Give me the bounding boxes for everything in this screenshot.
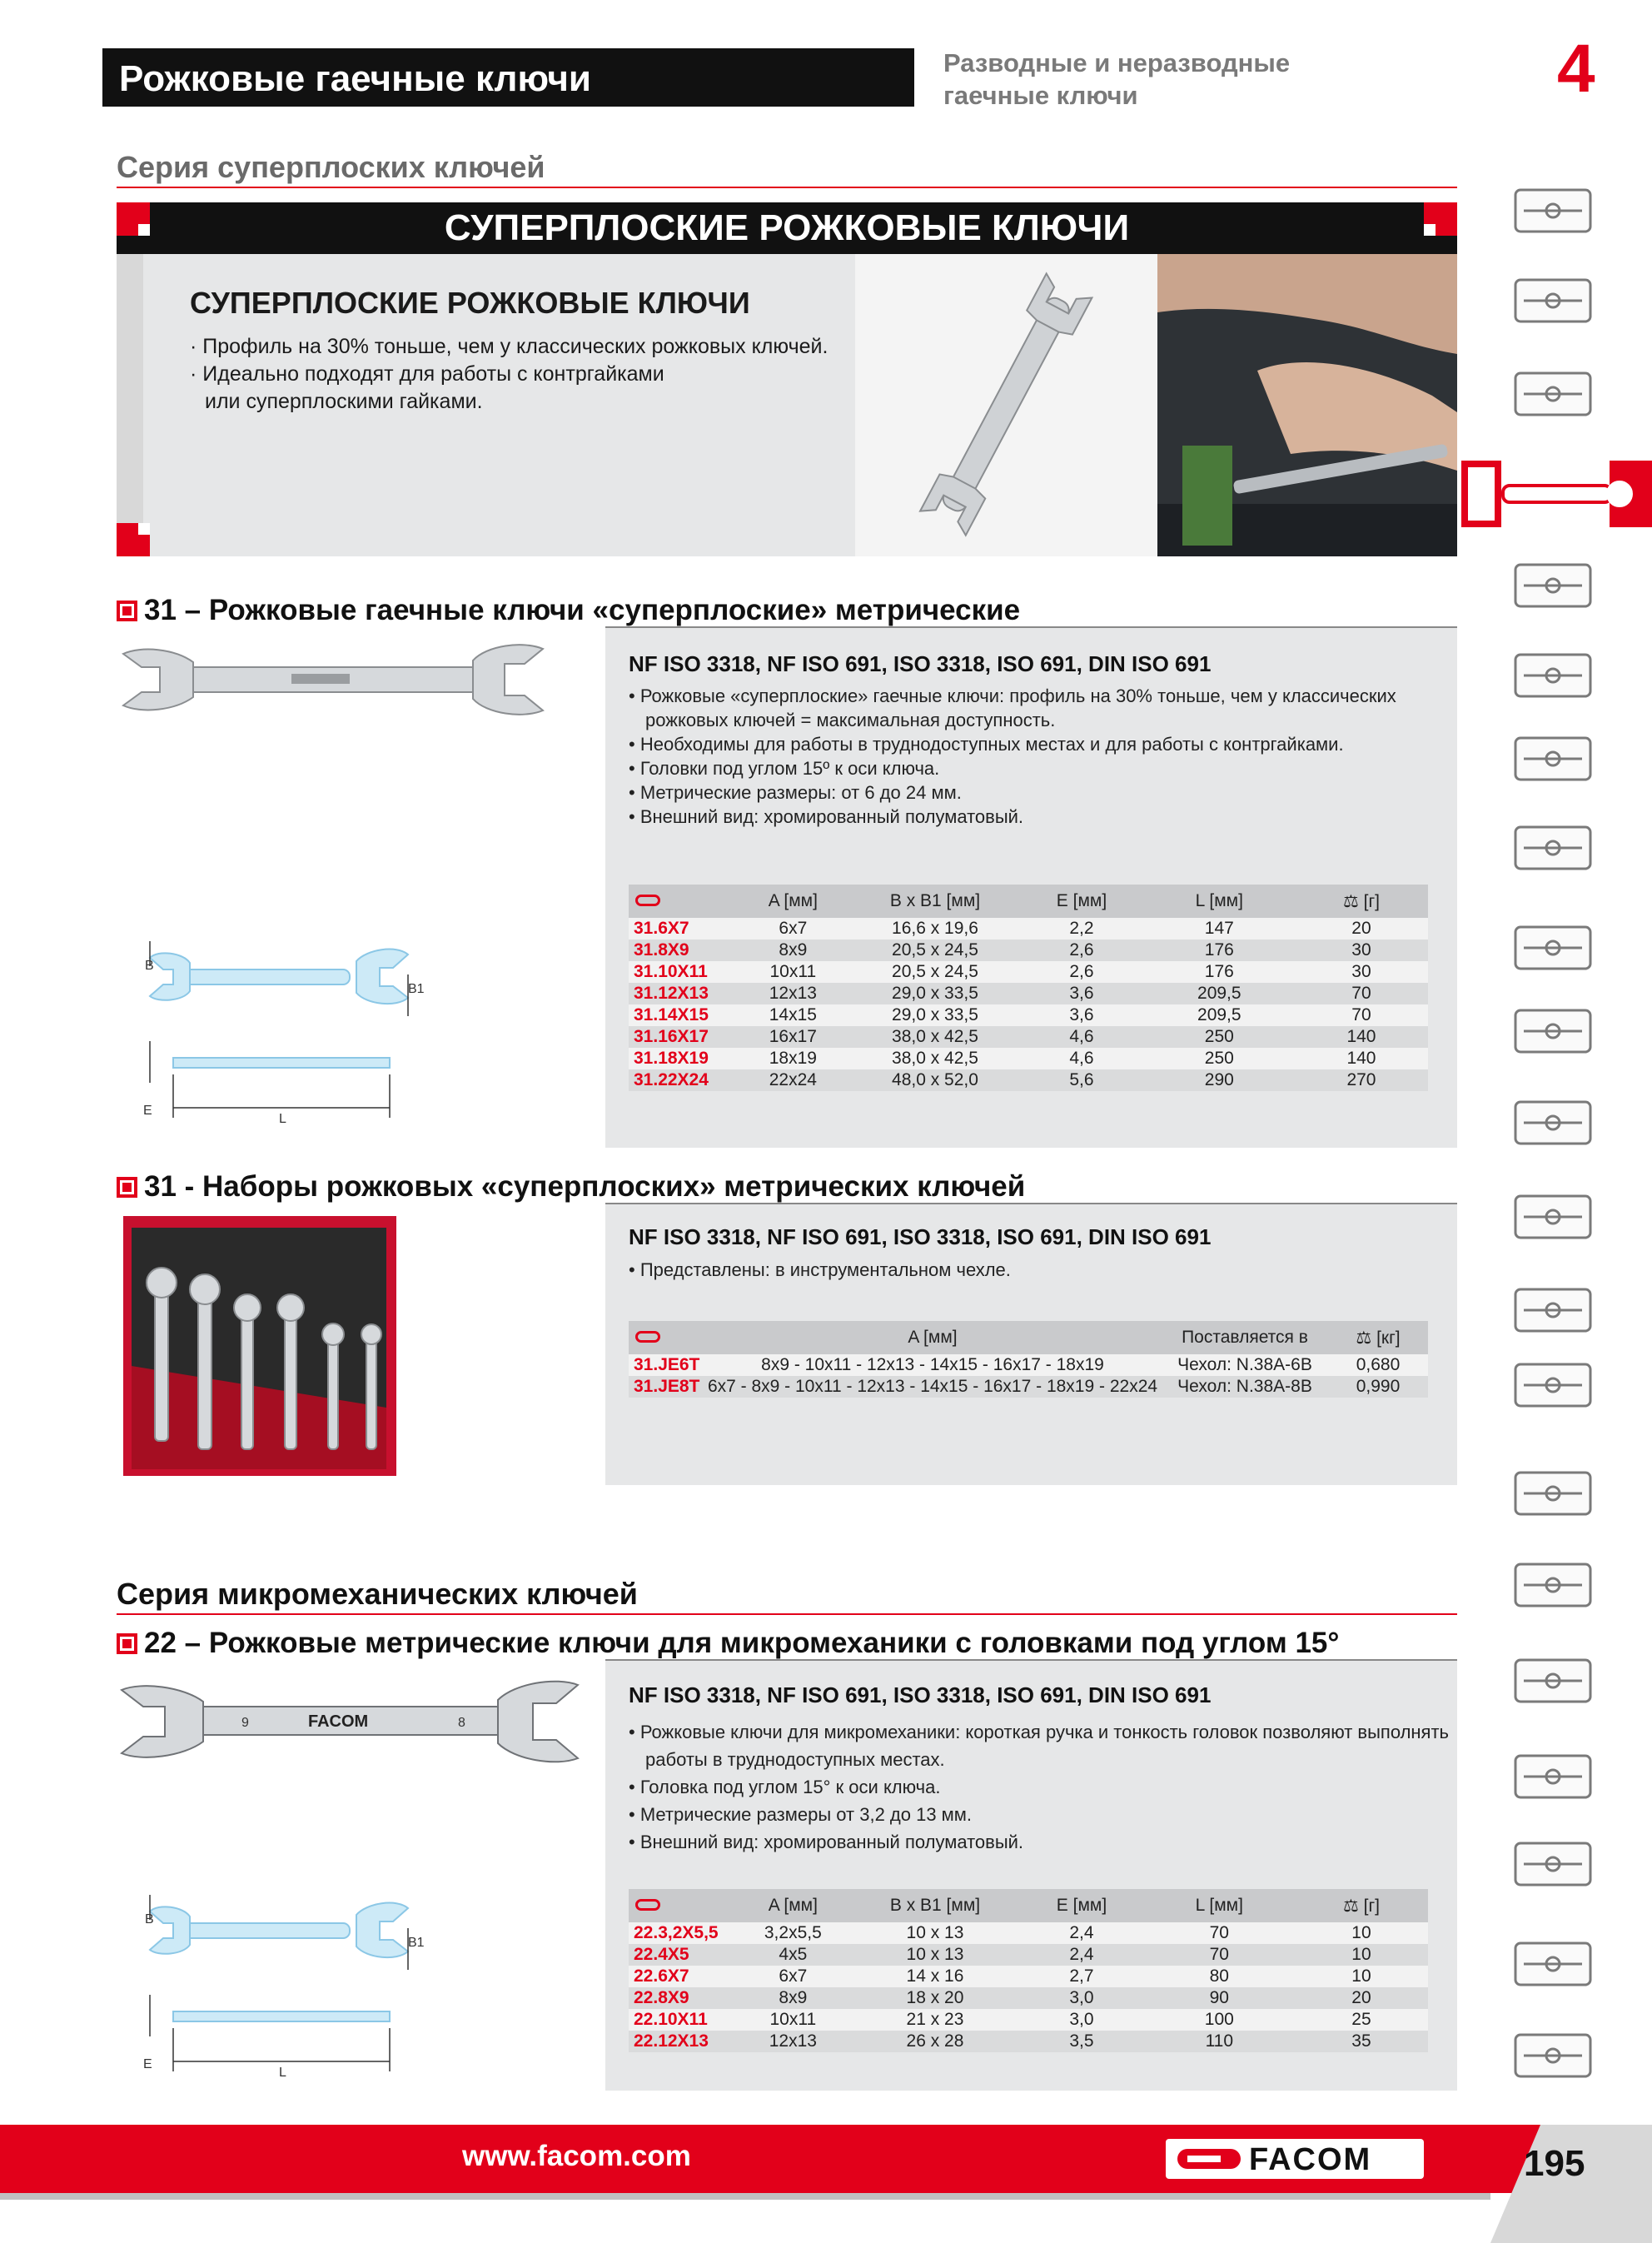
part-number: 22.4X5 [629,1944,735,1966]
table-cell: 12x13 [735,983,851,1004]
car-icon[interactable] [1499,1828,1607,1899]
product-photo-31-sets [123,1216,396,1476]
table-cell: 18x19 [735,1048,851,1069]
table-row [629,918,1428,940]
table-cell: 10 [1295,1966,1428,1987]
table-cell: 2,4 [1019,1944,1143,1966]
table-cell: 90 [1144,1987,1295,2009]
description-31: • Рожковые «суперплоские» гаечные ключи: профиль на 30% тоньше, чем у классических рожковых ключей = максимальная доступность. • Необходимы для работы в труднодоступных местах и для работы с контргайками. • Головки под углом 15º к оси ключа. • Метрические размеры: от 6 до 24 мм. • Внешний вид: хромированный полуматовый. [629,685,1396,827]
table-cell: 20 [1295,1987,1428,2009]
page-number: 195 [1524,2143,1585,2184]
table-cell: 3,5 [1019,2031,1143,2052]
table-cell: 6x7 [735,918,851,940]
chapter-number: 4 [1557,31,1595,107]
table-row [629,1069,1428,1091]
product-photo-31 [117,637,550,720]
facom-logo-icon [635,1331,660,1343]
spec-table-31 [629,885,1428,1091]
square-bullet-icon [117,1177,137,1198]
header-bar [102,48,914,107]
table-cell: 8x9 [735,940,851,961]
square-bullet-icon [117,601,137,621]
table-cell: 140 [1295,1026,1428,1048]
table-cell: 6x7 [735,1966,851,1987]
table-cell: 270 [1295,1069,1428,1091]
table-cell: 10 [1295,1944,1428,1966]
svg-text:E: E [143,2057,152,2071]
part-number: 31.22X24 [629,1069,735,1091]
spec-table-22 [629,1889,1428,2052]
circuit-breaker-icon[interactable] [1499,1645,1607,1716]
table-cell: 4x5 [735,1944,851,1966]
table-cell: 70 [1295,1004,1428,1026]
handle-icon[interactable] [1499,1741,1607,1812]
part-number: 22.3,2X5,5 [629,1922,735,1944]
table-header-row: A [мм] Поставляется в ⚖ [кг] [629,1321,1428,1354]
table-cell: 21 x 23 [851,2009,1020,2031]
series-divider [117,1613,1457,1615]
part-number: 31.10X11 [629,961,735,983]
standards-31: NF ISO 3318, NF ISO 691, ISO 3318, ISO 691, DIN ISO 691 [629,651,1212,676]
table-cell: 0,680 [1328,1354,1428,1376]
table-cell: 20 [1295,918,1428,940]
product-photo-22 [117,1678,583,1766]
tool-cabinet-icon[interactable] [1499,265,1607,336]
table-header-row: A [мм] B x B1 [мм] E [мм] L [мм] ⚖ [г] [629,1889,1428,1922]
category-line-2: гаечные ключи [943,81,1138,110]
part-number: 22.6X7 [629,1966,735,1987]
table-cell: 10x11 [735,961,851,983]
table-row [629,1944,1428,1966]
banner-corner-tr [1424,202,1457,236]
svg-text:B: B [145,959,154,973]
table-cell: 8x9 [735,1987,851,2009]
table-cell: 3,6 [1019,1004,1143,1026]
table-cell: 6x7 - 8x9 - 10x11 - 12x13 - 14x15 - 16x17 - 18x19 - 22x24 [704,1376,1162,1398]
standards-31-sets: NF ISO 3318, NF ISO 691, ISO 3318, ISO 691, DIN ISO 691 [629,1224,1212,1249]
table-cell: 2,7 [1019,1966,1143,1987]
table-cell: 30 [1295,940,1428,961]
svg-text:B: B [145,1912,154,1926]
table-cell: 140 [1295,1048,1428,1069]
table-cell: 10 x 13 [851,1944,1020,1966]
table-cell: 16,6 x 19,6 [851,918,1020,940]
table-cell: 20,5 x 24,5 [851,961,1020,983]
part-number: 31.18X19 [629,1048,735,1069]
table-cell: 70 [1144,1922,1295,1944]
table-row [629,1354,1428,1376]
table-cell: 110 [1144,2031,1295,2052]
table-row [629,1376,1428,1398]
table-cell: 290 [1144,1069,1295,1091]
table-row [629,2009,1428,2031]
footer-website-link[interactable]: www.facom.com [462,2140,691,2172]
banner-title-bar [117,202,1457,254]
banner-corner-bl [117,523,150,556]
part-number: 22.10X11 [629,2009,735,2031]
table-row [629,1922,1428,1944]
table-cell: 3,0 [1019,1987,1143,2009]
standards-22: NF ISO 3318, NF ISO 691, ISO 3318, ISO 691, DIN ISO 691 [629,1682,1212,1707]
table-cell: 8x9 - 10x11 - 12x13 - 14x15 - 16x17 - 18x19 [704,1354,1162,1376]
pliers-icon[interactable] [1499,812,1607,883]
description-31-sets: • Представлены: в инструментальном чехле. [629,1259,1011,1280]
table-row [629,1026,1428,1048]
part-number: 31.JE8T [629,1376,704,1398]
part-number: 31.16X17 [629,1026,735,1048]
svg-text:B1: B1 [408,1936,425,1950]
part-number: 31.14X15 [629,1004,735,1026]
table-cell: Чехол: N.38A-8B [1162,1376,1328,1398]
airplane-icon[interactable] [1499,2020,1607,2091]
square-bullet-icon [117,1633,137,1654]
explosion-icon[interactable] [1499,1549,1607,1620]
dimension-diagram-22 [133,1887,433,2078]
table-cell: 18 x 20 [851,1987,1020,2009]
table-cell: 147 [1144,918,1295,940]
banner-corner-tl [117,202,150,236]
table-cell: 70 [1144,1944,1295,1966]
dimension-diagram-31 [133,933,433,1124]
tape-measure-icon[interactable] [1499,912,1607,983]
table-cell: 3,6 [1019,983,1143,1004]
table-cell: 25 [1295,2009,1428,2031]
table-row [629,1987,1428,2009]
facom-logo-icon [1176,2146,1242,2172]
weight-icon: ⚖ [1356,1328,1377,1348]
product-title-31: 31 – Рожковые гаечные ключи «суперплоские» метрические [117,594,1020,627]
table-cell: 38,0 x 42,5 [851,1026,1020,1048]
category-title [943,47,1376,112]
table-cell: 250 [1144,1026,1295,1048]
banner-bullet-1: · Профиль на 30% тоньше, чем у классических рожковых ключей. [190,335,828,358]
table-cell: 176 [1144,940,1295,961]
ratchet-icon[interactable] [1499,640,1607,710]
table-cell: 16x17 [735,1026,851,1048]
table-header-row: A [мм] B x B1 [мм] E [мм] L [мм] ⚖ [г] [629,885,1428,918]
table-row [629,1004,1428,1026]
svg-text:B1: B1 [408,982,425,996]
series-divider [117,187,1457,188]
table-row [629,940,1428,961]
socket-icon[interactable] [1499,550,1607,621]
table-cell: 10 x 13 [851,1922,1020,1944]
table-cell: 48,0 x 52,0 [851,1069,1020,1091]
table-cell: 12x13 [735,2031,851,2052]
weight-icon: ⚖ [1342,891,1364,911]
table-cell: 5,6 [1019,1069,1143,1091]
banner-heading: СУПЕРПЛОСКИЕ РОЖКОВЫЕ КЛЮЧИ [190,286,750,320]
table-cell: 0,990 [1328,1376,1428,1398]
series-title-superflat: Серия суперплоских ключей [117,150,545,184]
table-cell: 2,2 [1019,918,1143,940]
table-cell: 30 [1295,961,1428,983]
product-title-22: 22 – Рожковые метрические ключи для микромеханики с головками под углом 15° [117,1627,1339,1660]
facom-brand-logo: FACOM [1166,2139,1424,2179]
vice-icon[interactable] [1499,1458,1607,1528]
product-title-31-sets: 31 - Наборы рожковых «суперплоских» метрических ключей [117,1170,1025,1204]
hammer-icon[interactable] [1499,995,1607,1066]
table-cell: 22x24 [735,1069,851,1091]
footer-stripe [0,2193,1490,2200]
puller-icon[interactable] [1499,1181,1607,1252]
table-cell: 209,5 [1144,983,1295,1004]
part-number: 31.8X9 [629,940,735,961]
impact-wrench-icon[interactable] [1499,1349,1607,1420]
table-cell: 2,4 [1019,1922,1143,1944]
table-cell: 209,5 [1144,1004,1295,1026]
banner-bullet-2: · Идеально подходят для работы с контргайками [190,362,664,386]
table-cell: 29,0 x 33,5 [851,983,1020,1004]
table-cell: 176 [1144,961,1295,983]
table-cell: 2,6 [1019,940,1143,961]
table-row [629,961,1428,983]
series-title-micro: Серия микромеханических ключей [117,1577,638,1611]
table-cell: 14x15 [735,1004,851,1026]
table-cell: 20,5 x 24,5 [851,940,1020,961]
tool-drawer-icon[interactable] [1499,358,1607,429]
part-number: 22.12X13 [629,2031,735,2052]
svg-text:9: 9 [241,1716,249,1730]
table-cell: 3,2x5,5 [735,1922,851,1944]
table-cell: 3,0 [1019,2009,1143,2031]
table-row [629,2031,1428,2052]
weight-icon: ⚖ [1342,1896,1364,1916]
truck-icon[interactable] [1499,1928,1607,1999]
table-cell: 38,0 x 42,5 [851,1048,1020,1069]
sidebar-item-wrenches-active[interactable] [1461,461,1652,527]
table-cell: 14 x 16 [851,1966,1020,1987]
table-cell: 4,6 [1019,1048,1143,1069]
table-cell: 70 [1295,983,1428,1004]
svg-text:L: L [279,1112,286,1124]
table-cell: 2,6 [1019,961,1143,983]
table-row [629,1048,1428,1069]
part-number: 31.12X13 [629,983,735,1004]
table-cell: 100 [1144,2009,1295,2031]
svg-text:FACOM: FACOM [308,1712,369,1731]
svg-text:8: 8 [458,1716,465,1730]
table-cell: 26 x 28 [851,2031,1020,2052]
facom-logo-icon [635,1899,660,1911]
banner-wrench-photo [855,254,1157,556]
toolbox-icon[interactable] [1499,175,1607,246]
table-cell: 29,0 x 33,5 [851,1004,1020,1026]
spec-table-31-sets [629,1321,1428,1398]
banner-hand-photo [1157,254,1457,556]
part-number: 31.6X7 [629,918,735,940]
meter-icon[interactable] [1499,1274,1607,1345]
page-title: Рожковые гаечные ключи [119,58,591,99]
table-cell: 250 [1144,1048,1295,1069]
table-row [629,983,1428,1004]
table-cell: 10x11 [735,2009,851,2031]
table-cell: 35 [1295,2031,1428,2052]
table-cell: 10 [1295,1922,1428,1944]
part-number: 22.8X9 [629,1987,735,2009]
table-cell: 4,6 [1019,1026,1143,1048]
screwdriver-icon[interactable] [1499,723,1607,794]
description-22: • Рожковые ключи для микромеханики: короткая ручка и тонкость головок позволяют выполнять работы в труднодоступных местах. • Головка под углом 15° к оси ключа. • Метрические размеры от 3,2 до 13 мм. • Внешний вид: хромированный полуматовый. [629,1722,1450,1852]
banner-title: СУПЕРПЛОСКИЕ РОЖКОВЫЕ КЛЮЧИ [444,207,1130,248]
banner-bullet-3: или суперплоскими гайками. [205,390,483,413]
svg-text:E: E [143,1104,152,1118]
table-cell: 80 [1144,1966,1295,1987]
table-cell: Чехол: N.38A-6B [1162,1354,1328,1376]
hacksaw-icon[interactable] [1499,1087,1607,1158]
part-number: 31.JE6T [629,1354,704,1376]
svg-text:L: L [279,2066,286,2078]
category-line-1: Разводные и неразводные [943,48,1291,77]
facom-logo-icon [635,895,660,906]
table-row [629,1966,1428,1987]
